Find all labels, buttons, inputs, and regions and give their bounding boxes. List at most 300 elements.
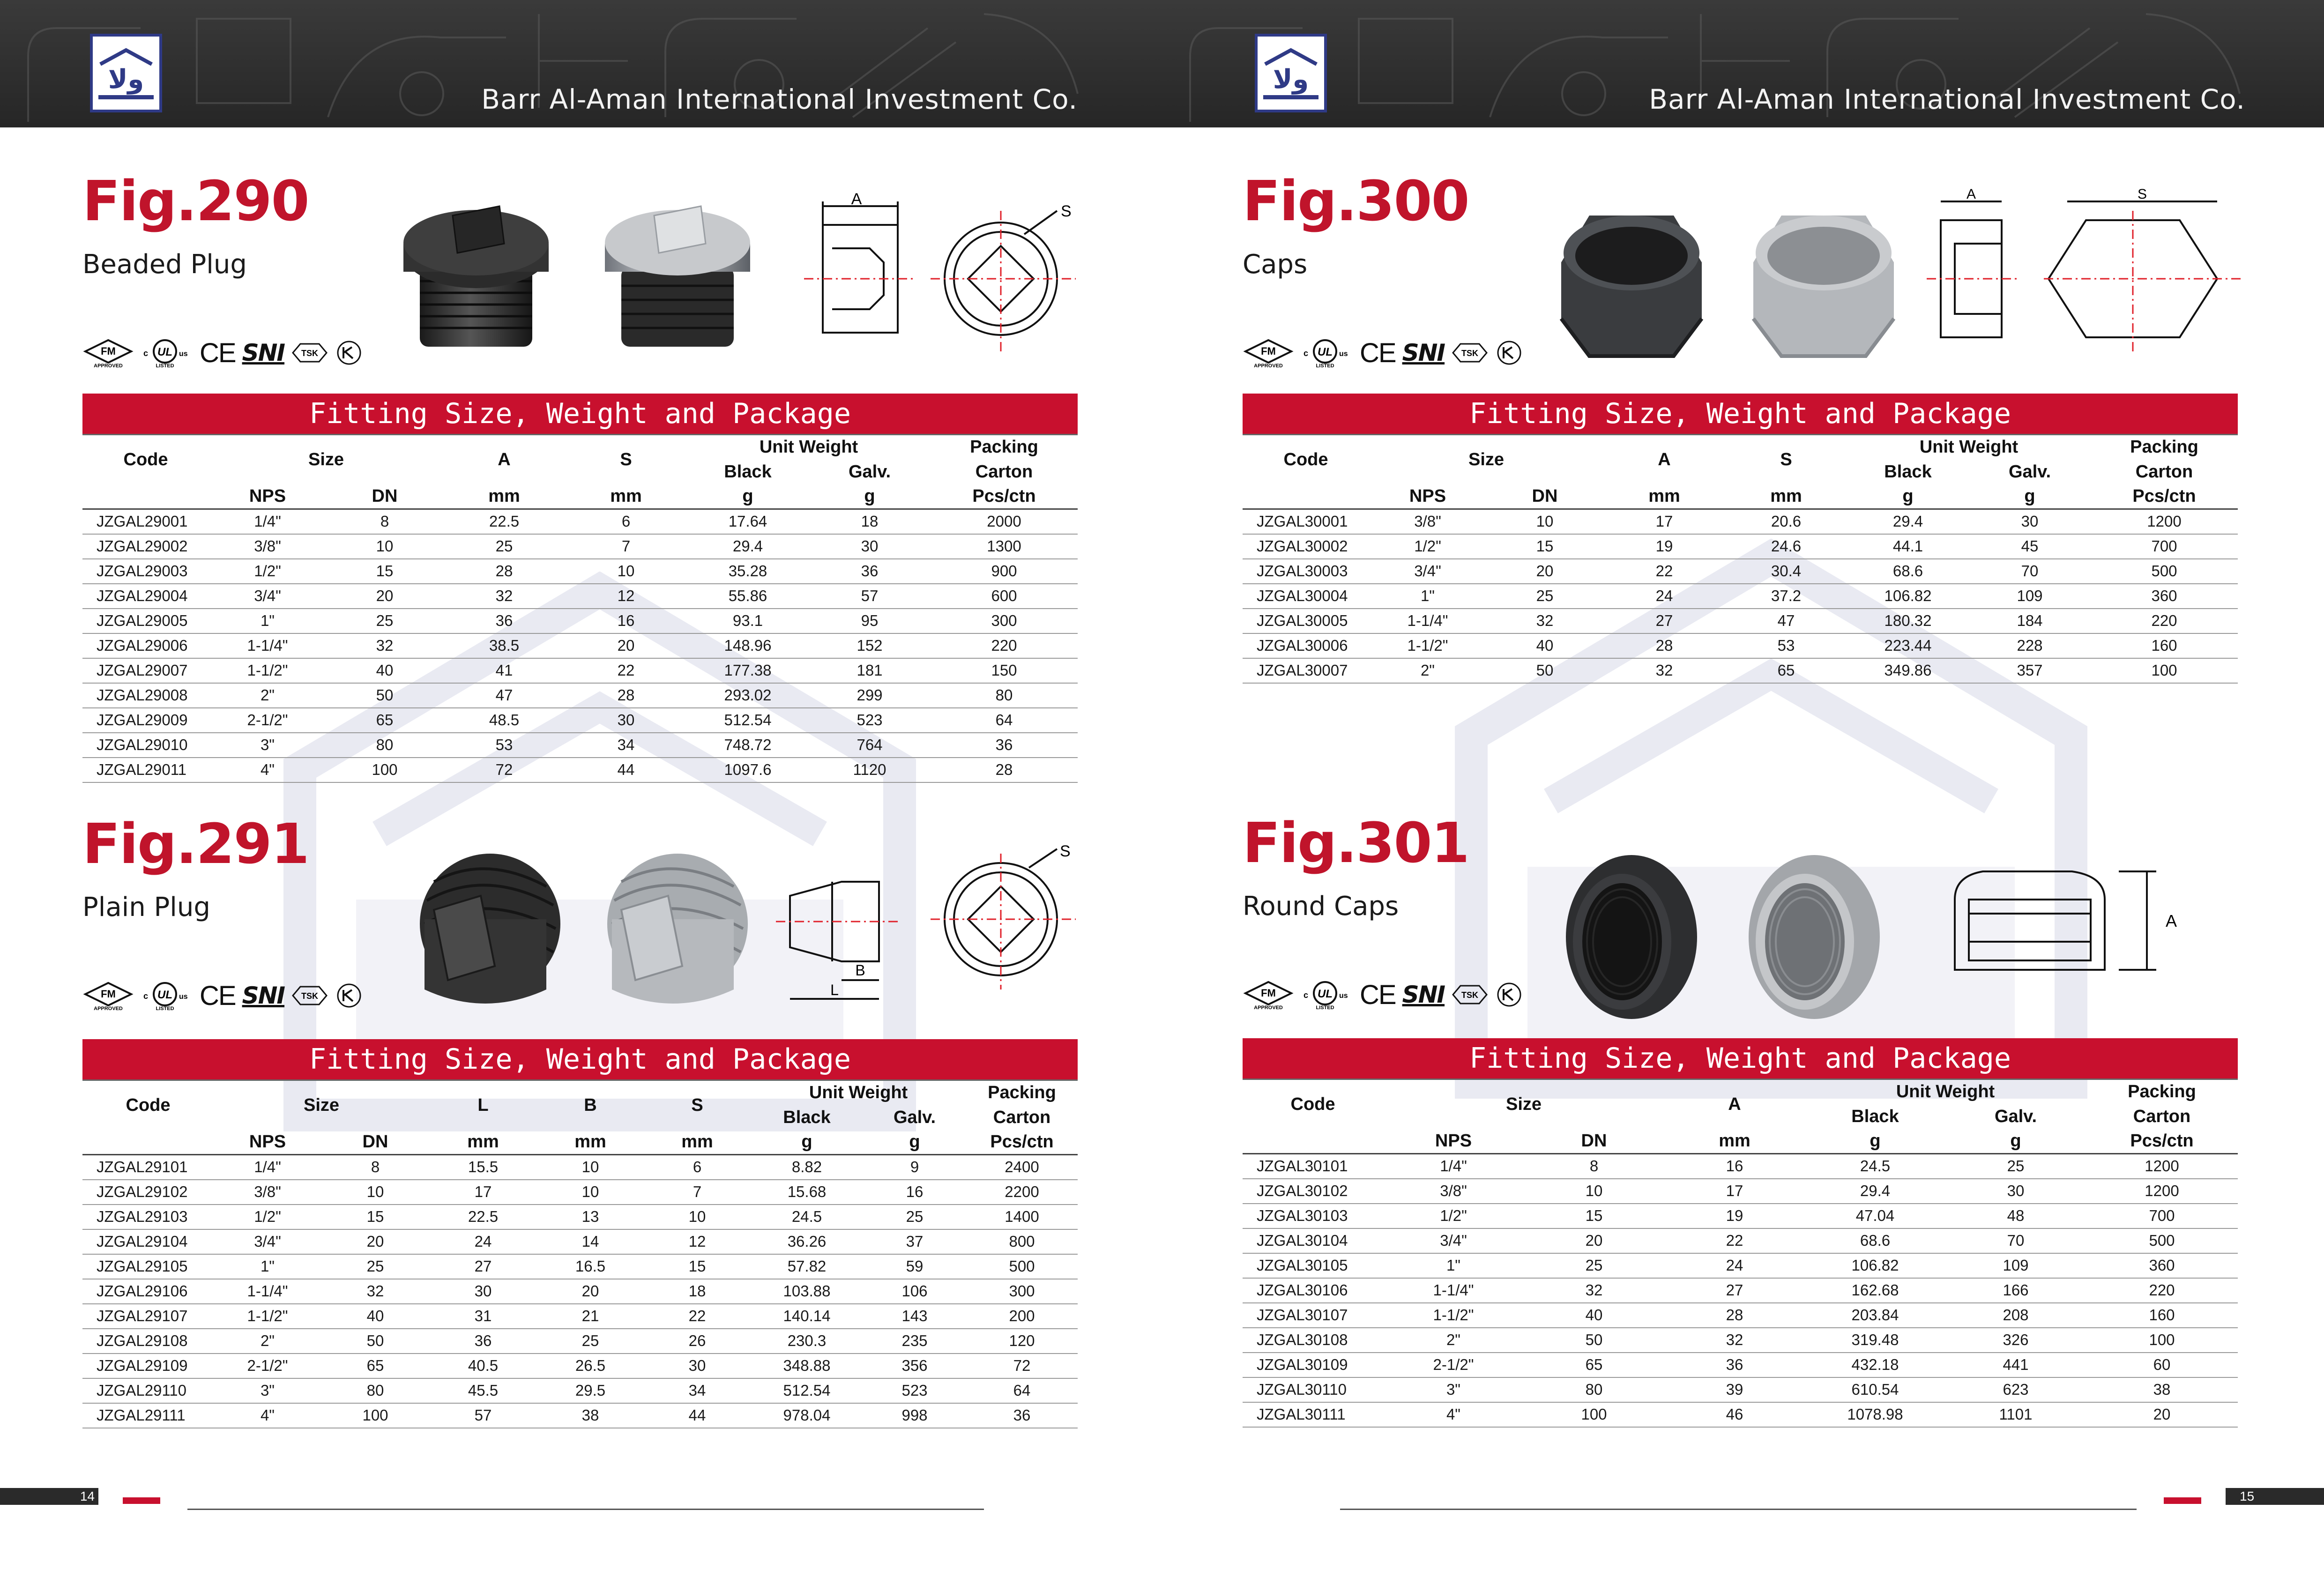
table-cell: 512.54 xyxy=(751,1378,863,1403)
table-row xyxy=(1243,559,2238,584)
round-cap-black-image xyxy=(1552,848,1702,1026)
table-row xyxy=(82,1205,1078,1229)
ks-mark-icon xyxy=(1495,981,1523,1009)
table-cell: 64 xyxy=(966,1378,1078,1403)
col-l: L xyxy=(429,1080,537,1130)
svg-text:S: S xyxy=(1060,842,1071,860)
table-cell: 39 xyxy=(1664,1377,1805,1402)
table-row xyxy=(1243,1402,2238,1427)
col-s-unit: mm xyxy=(565,484,687,509)
table-cell: 1-1/4" xyxy=(214,1279,321,1304)
svg-text:us: us xyxy=(179,350,188,358)
svg-text:c: c xyxy=(143,991,149,1001)
col-unit-weight: Unit Weight xyxy=(1805,1079,2086,1104)
company-name: Barr Al-Aman International Investment Co. xyxy=(1649,83,2245,115)
footer-red-tab xyxy=(2164,1497,2201,1504)
table-row xyxy=(82,584,1078,609)
table-cell: 1-1/4" xyxy=(1383,1278,1524,1303)
table-cell: 180.32 xyxy=(1847,609,1969,633)
company-name: Barr Al-Aman International Investment Co. xyxy=(481,83,1078,115)
ul-listed-icon xyxy=(1301,979,1353,1010)
table-cell: 30 xyxy=(1945,1179,2086,1204)
table-cell: 319.48 xyxy=(1805,1328,1945,1353)
table-cell: 20.6 xyxy=(1725,509,1847,534)
table-cell: 1/2" xyxy=(1369,534,1486,559)
ul-listed-icon xyxy=(1301,337,1353,368)
table-row xyxy=(1243,658,2238,683)
table-row xyxy=(82,609,1078,633)
table-cell: 20 xyxy=(321,1229,429,1254)
fig300-table-band: Fitting Size, Weight and Package xyxy=(1243,394,2238,434)
table-cell: 3/8" xyxy=(214,1180,321,1205)
table-cell: 2" xyxy=(1383,1328,1524,1353)
table-cell: 1400 xyxy=(966,1205,1078,1229)
table-cell: 208 xyxy=(1945,1303,2086,1328)
table-cell: 1-1/2" xyxy=(1369,633,1486,658)
table-cell: 1/4" xyxy=(1383,1154,1524,1179)
certification-logos xyxy=(82,336,363,369)
col-black-unit: g xyxy=(1805,1129,1945,1154)
table-row xyxy=(82,1329,1078,1354)
table-cell: 6 xyxy=(644,1155,751,1180)
table-cell: 16 xyxy=(565,609,687,633)
ce-mark: CE xyxy=(1360,337,1396,368)
table-cell: 40 xyxy=(326,658,443,683)
table-cell: 152 xyxy=(809,633,931,658)
table-row xyxy=(82,1279,1078,1304)
ul-listed-icon xyxy=(141,980,193,1011)
table-cell: 106.82 xyxy=(1805,1253,1945,1278)
table-cell: 3/4" xyxy=(214,1229,321,1254)
col-code-unit xyxy=(1243,484,1369,509)
hex-cap-black-image xyxy=(1547,197,1716,370)
table-cell: 24.5 xyxy=(1805,1154,1945,1179)
svg-text:FM: FM xyxy=(101,345,116,357)
col-nps: NPS xyxy=(214,1130,321,1155)
item-code-cell: JZGAL29001 xyxy=(82,509,209,534)
table-cell: 25 xyxy=(537,1329,644,1354)
col-unit-weight: Unit Weight xyxy=(687,435,931,460)
logo-roof-icon xyxy=(1263,47,1318,66)
svg-text:TSK: TSK xyxy=(1461,349,1479,358)
table-cell: 48.5 xyxy=(443,708,565,733)
table-cell: 38 xyxy=(537,1403,644,1428)
table-cell: 1/2" xyxy=(209,559,326,584)
item-code-cell: JZGAL30003 xyxy=(1243,559,1369,584)
table-cell: 1/2" xyxy=(214,1205,321,1229)
table-cell: 29.4 xyxy=(687,534,809,559)
table-cell: 57.82 xyxy=(751,1254,863,1279)
col-black: Black xyxy=(1851,1106,1899,1126)
table-cell: 36 xyxy=(966,1403,1078,1428)
page-number: 15 xyxy=(2226,1488,2324,1505)
ks-mark-icon xyxy=(335,339,363,367)
table-cell: 140.14 xyxy=(751,1304,863,1329)
table-cell: 1/4" xyxy=(214,1155,321,1180)
ks-mark-icon xyxy=(1495,339,1523,367)
item-code-cell: JZGAL29008 xyxy=(82,683,209,708)
table-cell: 3/4" xyxy=(1383,1228,1524,1253)
item-code-cell: JZGAL29005 xyxy=(82,609,209,633)
table-cell: 28 xyxy=(931,758,1078,782)
fig300-section xyxy=(1243,159,2238,722)
table-cell: 700 xyxy=(2086,1204,2238,1228)
table-cell: 28 xyxy=(443,559,565,584)
svg-text:L: L xyxy=(830,982,839,998)
table-cell: 300 xyxy=(931,609,1078,633)
table-cell: 32 xyxy=(1524,1278,1664,1303)
table-cell: 30 xyxy=(809,534,931,559)
ce-mark: CE xyxy=(1360,979,1396,1010)
table-cell: 36 xyxy=(809,559,931,584)
fig290-table-band: Fitting Size, Weight and Package xyxy=(82,394,1078,434)
table-cell: 32 xyxy=(326,633,443,658)
sni-mark: SNI xyxy=(1402,339,1445,366)
item-code-cell: JZGAL30105 xyxy=(1243,1253,1383,1278)
table-cell: 200 xyxy=(966,1304,1078,1329)
fig301-title: Fig.301 xyxy=(1243,811,1469,875)
col-dn: DN xyxy=(326,484,443,509)
table-cell: 1200 xyxy=(2086,1154,2238,1179)
table-cell: 978.04 xyxy=(751,1403,863,1428)
table-cell: 37.2 xyxy=(1725,584,1847,609)
col-code: Code xyxy=(82,1080,214,1130)
table-cell: 610.54 xyxy=(1805,1377,1945,1402)
table-cell: 65 xyxy=(326,708,443,733)
table-row xyxy=(82,1180,1078,1205)
item-code-cell: JZGAL29107 xyxy=(82,1304,214,1329)
svg-text:UL: UL xyxy=(157,989,172,1001)
table-row xyxy=(82,1378,1078,1403)
col-galv-unit: g xyxy=(863,1130,966,1155)
table-cell: 900 xyxy=(931,559,1078,584)
col-code-unit xyxy=(1243,1129,1383,1154)
col-black-unit: g xyxy=(751,1130,863,1155)
item-code-cell: JZGAL29009 xyxy=(82,708,209,733)
page-footer xyxy=(0,1488,1162,1507)
col-unit-weight: Unit Weight xyxy=(751,1080,966,1105)
table-cell: 41 xyxy=(443,658,565,683)
table-cell: 16 xyxy=(1664,1154,1805,1179)
col-carton-unit: Pcs/ctn xyxy=(2091,484,2238,509)
col-a-unit: mm xyxy=(1664,1129,1805,1154)
table-cell: 32 xyxy=(321,1279,429,1304)
table-cell: 65 xyxy=(1725,658,1847,683)
ks-mark-icon xyxy=(335,982,363,1010)
item-code-cell: JZGAL30005 xyxy=(1243,609,1369,633)
table-cell: 36 xyxy=(443,609,565,633)
table-cell: 100 xyxy=(326,758,443,782)
col-black: Black xyxy=(724,461,772,482)
table-row xyxy=(1243,509,2238,534)
table-cell: 40 xyxy=(1486,633,1603,658)
fig300-subtitle: Caps xyxy=(1243,249,1308,280)
fig291-technical-drawing xyxy=(776,840,1080,1008)
table-cell: 748.72 xyxy=(687,733,809,758)
table-cell: 47.04 xyxy=(1805,1204,1945,1228)
col-a: A xyxy=(443,435,565,484)
svg-text:c: c xyxy=(1304,990,1309,1000)
table-cell: 3" xyxy=(209,733,326,758)
table-cell: 1-1/2" xyxy=(209,658,326,683)
table-row xyxy=(82,758,1078,782)
company-logo xyxy=(1255,34,1327,112)
table-cell: 15 xyxy=(644,1254,751,1279)
col-dn: DN xyxy=(321,1130,429,1155)
table-cell: 360 xyxy=(2091,584,2238,609)
table-cell: 46 xyxy=(1664,1402,1805,1427)
svg-text:APPROVED: APPROVED xyxy=(94,363,123,368)
table-cell: 55.86 xyxy=(687,584,809,609)
table-cell: 235 xyxy=(863,1329,966,1354)
fig290-section xyxy=(82,159,1078,787)
table-cell: 2400 xyxy=(966,1155,1078,1180)
round-cap-galvanized-image xyxy=(1735,848,1885,1026)
fig300-title: Fig.300 xyxy=(1243,169,1469,233)
table-cell: 80 xyxy=(321,1378,429,1403)
fig300-technical-drawing xyxy=(1927,187,2245,365)
table-cell: 10 xyxy=(1486,509,1603,534)
table-cell: 4" xyxy=(1383,1402,1524,1427)
table-cell: 17.64 xyxy=(687,509,809,534)
svg-text:APPROVED: APPROVED xyxy=(1254,363,1283,368)
table-row xyxy=(82,1354,1078,1378)
table-row xyxy=(1243,1328,2238,1353)
col-dn: DN xyxy=(1486,484,1603,509)
col-nps: NPS xyxy=(1369,484,1486,509)
table-cell: 17 xyxy=(1603,509,1725,534)
item-code-cell: JZGAL30007 xyxy=(1243,658,1369,683)
table-cell: 28 xyxy=(1603,633,1725,658)
table-cell: 27 xyxy=(1664,1278,1805,1303)
svg-text:UL: UL xyxy=(157,346,172,358)
col-code: Code xyxy=(82,435,209,484)
page-footer xyxy=(1162,1488,2324,1507)
beaded-plug-black-image xyxy=(401,187,551,356)
table-cell: 45 xyxy=(1969,534,2091,559)
table-cell: 16 xyxy=(863,1180,966,1205)
item-code-cell: JZGAL30106 xyxy=(1243,1278,1383,1303)
table-cell: 24 xyxy=(1664,1253,1805,1278)
col-unit-weight: Unit Weight xyxy=(1847,435,2091,460)
table-cell: 2000 xyxy=(931,509,1078,534)
item-code-cell: JZGAL29109 xyxy=(82,1354,214,1378)
table-cell: 10 xyxy=(321,1180,429,1205)
table-cell: 1" xyxy=(209,609,326,633)
beaded-plug-galvanized-image xyxy=(603,187,752,356)
table-cell: 36 xyxy=(1664,1353,1805,1377)
table-cell: 357 xyxy=(1969,658,2091,683)
table-cell: 20 xyxy=(565,633,687,658)
fig301-technical-drawing xyxy=(1941,848,2203,1007)
table-cell: 356 xyxy=(863,1354,966,1378)
table-cell: 8 xyxy=(1524,1154,1664,1179)
col-packing: Packing xyxy=(2086,1079,2238,1104)
svg-text:c: c xyxy=(1304,349,1309,358)
table-cell: 24 xyxy=(1603,584,1725,609)
col-b: B xyxy=(537,1080,644,1130)
table-cell: 3" xyxy=(1383,1377,1524,1402)
table-cell: 36.26 xyxy=(751,1229,863,1254)
col-carton-unit: Pcs/ctn xyxy=(2086,1129,2238,1154)
table-cell: 29.4 xyxy=(1847,509,1969,534)
table-cell: 26.5 xyxy=(537,1354,644,1378)
table-cell: 21 xyxy=(537,1304,644,1329)
table-cell: 12 xyxy=(565,584,687,609)
table-cell: 50 xyxy=(321,1329,429,1354)
col-s: S xyxy=(1725,435,1847,484)
fm-approved-icon xyxy=(82,980,134,1011)
col-packing: Packing xyxy=(931,435,1078,460)
table-cell: 57 xyxy=(429,1403,537,1428)
table-cell: 500 xyxy=(2086,1228,2238,1253)
table-cell: 3/4" xyxy=(209,584,326,609)
col-a: A xyxy=(1603,435,1725,484)
table-cell: 2" xyxy=(1369,658,1486,683)
table-cell: 25 xyxy=(863,1205,966,1229)
table-cell: 441 xyxy=(1945,1353,2086,1377)
table-cell: 30 xyxy=(1969,509,2091,534)
table-cell: 25 xyxy=(1945,1154,2086,1179)
table-cell: 28 xyxy=(565,683,687,708)
fig291-section xyxy=(82,802,1078,1439)
certification-logos xyxy=(82,979,363,1012)
table-cell: 50 xyxy=(326,683,443,708)
page-header xyxy=(0,0,1162,127)
table-cell: 30 xyxy=(644,1354,751,1378)
table-cell: 293.02 xyxy=(687,683,809,708)
col-code: Code xyxy=(1243,435,1369,484)
col-black: Black xyxy=(783,1107,831,1127)
col-galv: Galv. xyxy=(848,461,891,482)
table-cell: 25 xyxy=(443,534,565,559)
table-cell: 59 xyxy=(863,1254,966,1279)
item-code-cell: JZGAL29011 xyxy=(82,758,209,782)
fig301-subtitle: Round Caps xyxy=(1243,891,1399,922)
table-cell: 1" xyxy=(214,1254,321,1279)
table-cell: 35.28 xyxy=(687,559,809,584)
table-cell: 143 xyxy=(863,1304,966,1329)
table-cell: 1120 xyxy=(809,758,931,782)
ce-mark: CE xyxy=(200,337,236,368)
col-size: Size xyxy=(209,435,443,484)
table-cell: 45.5 xyxy=(429,1378,537,1403)
table-cell: 15 xyxy=(321,1205,429,1229)
table-row xyxy=(1243,1228,2238,1253)
col-black-unit: g xyxy=(687,484,809,509)
table-cell: 4" xyxy=(209,758,326,782)
table-cell: 22 xyxy=(1664,1228,1805,1253)
item-code-cell: JZGAL29007 xyxy=(82,658,209,683)
table-row xyxy=(1243,1154,2238,1179)
fig301-table-band: Fitting Size, Weight and Package xyxy=(1243,1038,2238,1079)
table-cell: 95 xyxy=(809,609,931,633)
fig291-subtitle: Plain Plug xyxy=(82,892,210,922)
table-cell: 34 xyxy=(644,1378,751,1403)
table-cell: 20 xyxy=(326,584,443,609)
page-number: 14 xyxy=(0,1488,98,1505)
table-cell: 15 xyxy=(326,559,443,584)
table-cell: 32 xyxy=(1603,658,1725,683)
table-cell: 700 xyxy=(2091,534,2238,559)
table-cell: 24.5 xyxy=(751,1205,863,1229)
table-cell: 1-1/2" xyxy=(1383,1303,1524,1328)
table-cell: 326 xyxy=(1945,1328,2086,1353)
table-cell: 230.3 xyxy=(751,1329,863,1354)
col-s-unit: mm xyxy=(1725,484,1847,509)
table-cell: 8.82 xyxy=(751,1155,863,1180)
table-cell: 29.4 xyxy=(1805,1179,1945,1204)
col-carton: Carton xyxy=(993,1107,1051,1127)
item-code-cell: JZGAL29104 xyxy=(82,1229,214,1254)
table-cell: 25 xyxy=(321,1254,429,1279)
svg-text:TSK: TSK xyxy=(1461,990,1479,1000)
table-row xyxy=(82,1155,1078,1180)
svg-text:A: A xyxy=(1966,187,1976,202)
table-cell: 177.38 xyxy=(687,658,809,683)
col-nps: NPS xyxy=(209,484,326,509)
catalog-page-right xyxy=(1162,0,2324,1577)
table-cell: 93.1 xyxy=(687,609,809,633)
fig290-subtitle: Beaded Plug xyxy=(82,249,247,280)
sni-mark: SNI xyxy=(1402,981,1445,1008)
item-code-cell: JZGAL30004 xyxy=(1243,584,1369,609)
table-cell: 50 xyxy=(1524,1328,1664,1353)
table-row xyxy=(1243,534,2238,559)
table-row xyxy=(1243,1303,2238,1328)
col-galv-unit: g xyxy=(809,484,931,509)
table-cell: 10 xyxy=(537,1155,644,1180)
col-packing: Packing xyxy=(966,1080,1078,1105)
table-cell: 14 xyxy=(537,1229,644,1254)
logo-roof-icon xyxy=(98,47,154,66)
svg-text:UL: UL xyxy=(1318,988,1333,1000)
table-cell: 20 xyxy=(537,1279,644,1304)
col-galv: Galv. xyxy=(1994,1106,2037,1126)
table-cell: 148.96 xyxy=(687,633,809,658)
fm-approved-icon xyxy=(82,337,134,368)
table-cell: 36 xyxy=(931,733,1078,758)
table-cell: 1-1/4" xyxy=(209,633,326,658)
item-code-cell: JZGAL29002 xyxy=(82,534,209,559)
table-cell: 160 xyxy=(2086,1303,2238,1328)
item-code-cell: JZGAL29101 xyxy=(82,1155,214,1180)
table-cell: 40 xyxy=(1524,1303,1664,1328)
table-cell: 523 xyxy=(809,708,931,733)
footer-line xyxy=(187,1509,984,1510)
item-code-cell: JZGAL29006 xyxy=(82,633,209,658)
svg-text:us: us xyxy=(1339,350,1348,358)
table-cell: 100 xyxy=(321,1403,429,1428)
table-cell: 2-1/2" xyxy=(214,1354,321,1378)
tsk-mark-icon xyxy=(1451,341,1489,364)
col-s: S xyxy=(565,435,687,484)
table-cell: 1-1/4" xyxy=(1369,609,1486,633)
col-dn: DN xyxy=(1524,1129,1664,1154)
col-size: Size xyxy=(1383,1079,1664,1129)
fig301-spec-table xyxy=(1243,1079,2238,1428)
table-row xyxy=(82,633,1078,658)
table-cell: 1200 xyxy=(2091,509,2238,534)
table-cell: 72 xyxy=(966,1354,1078,1378)
table-cell: 32 xyxy=(1486,609,1603,633)
table-cell: 26 xyxy=(644,1329,751,1354)
table-cell: 47 xyxy=(443,683,565,708)
table-row xyxy=(82,559,1078,584)
item-code-cell: JZGAL29010 xyxy=(82,733,209,758)
col-galv: Galv. xyxy=(2008,461,2051,482)
table-cell: 29.5 xyxy=(537,1378,644,1403)
